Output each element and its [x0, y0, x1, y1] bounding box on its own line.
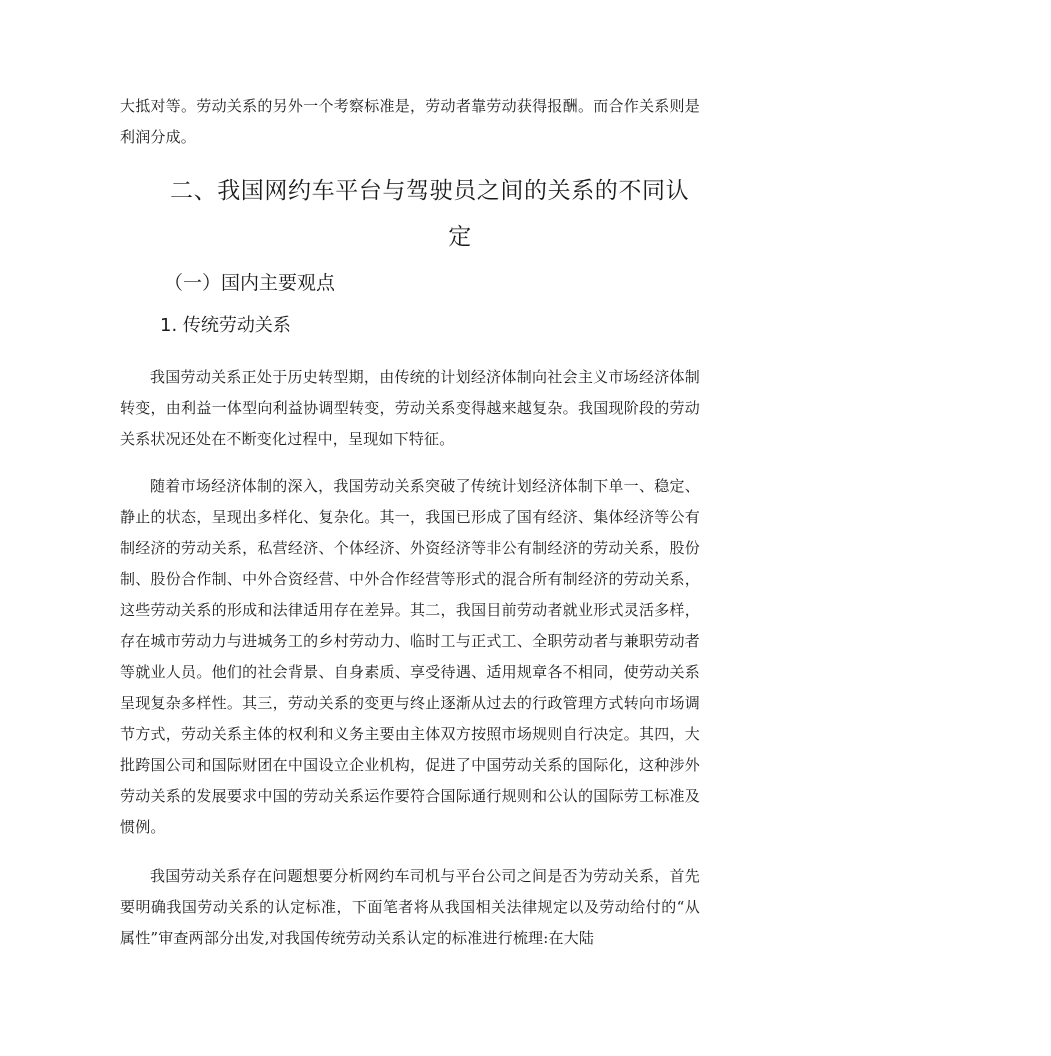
section-heading	[170, 168, 700, 260]
intro-paragraph: 大抵对等。劳动关系的另外一个考察标准是，劳动者靠劳动获得报酬。而合作关系则是利润分成。	[120, 97, 700, 146]
subsection-heading: （一）国内主要观点	[164, 272, 336, 294]
body-paragraph-3: 我国劳动关系存在问题想要分析网约车司机与平台公司之间是否为劳动关系，首先要明确我国劳动关系的认定标准，下面笔者将从我国相关法律规定以及劳动给付的“从属性”审查两部分出发,对我国传统劳动关系认定的标准进行梳理:在大陆	[120, 867, 700, 947]
body-paragraph-1: 我国劳动关系正处于历史转型期，由传统的计划经济体制向社会主义市场经济体制转变，由利益一体型向利益协调型转变，劳动关系变得越来越复杂。我国现阶段的劳动关系状况还处在不断变化过程中，呈现如下特征。	[120, 368, 700, 448]
subsubsection-heading: 1. 传统劳动关系	[160, 315, 291, 336]
section-heading-line1: 二、我国网约车平台与驾驶员之间的关系的不同认	[170, 178, 690, 204]
body-paragraph-2: 随着市场经济体制的深入，我国劳动关系突破了传统计划经济体制下单一、稳定、静止的状态，呈现出多样化、复杂化。其一，我国已形成了国有经济、集体经济等公有制经济的劳动关系，私营经济、个体经济、外资经济等非公有制经济的劳动关系，股份制、股份合作制、中外合资经营、中外合作经营等形式的混合所有制经济的劳动关系，这些劳动关系的形成和法律适用存在差异。其二，我国目前劳动者就业形式灵活多样，存在城市劳动力与进城务工的乡村劳动力、临时工与正式工、全职劳动者与兼职劳动者等就业人员。他们的社会背景、自身素质、享受待遇、适用规章各不相同，使劳动关系呈现复杂多样性。其三，劳动关系的变更与终止逐渐从过去的行政管理方式转向市场调节方式，劳动关系主体的权利和义务主要由主体双方按照市场规则自行决定。其四，大批跨国公司和国际财团在中国设立企业机构，促进了中国劳动关系的国际化，这种涉外劳动关系的发展要求中国的劳动关系运作要符合国际通行规则和公认的国际劳工标准及惯例。	[120, 477, 700, 836]
section-heading-line2: 定	[448, 224, 472, 250]
